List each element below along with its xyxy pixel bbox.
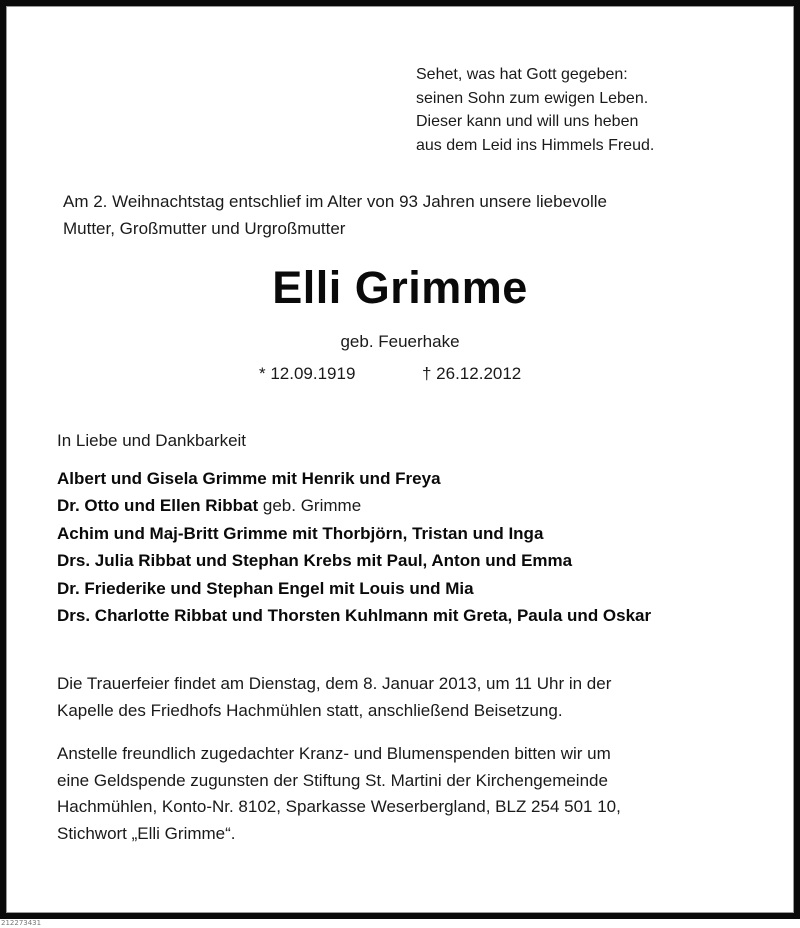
intro-line: Am 2. Weihnachtstag entschlief im Alter von 93 Jahren unsere liebevolle: [63, 192, 607, 211]
donation-line: eine Geldspende zugunsten der Stiftung St. Martini der Kirchengemeinde: [57, 770, 608, 790]
deceased-name: Elli Grimme: [272, 262, 528, 313]
donation-line: Anstelle freundlich zugedachter Kranz- und Blumenspenden bitten wir um: [57, 744, 611, 763]
family-member-name: Albert und Gisela Grimme mit Henrik und Freya: [57, 469, 441, 488]
ad-code: 212273431: [1, 919, 42, 927]
intro-line: Mutter, Großmutter und Urgroßmutter: [63, 219, 346, 238]
family-member: [57, 465, 651, 492]
thanks-line: In Liebe und Dankbarkeit: [57, 431, 247, 450]
family-member-name: Drs. Charlotte Ribbat und Thorsten Kuhlmann mit Greta, Paula und Oskar: [57, 606, 652, 626]
donation-info: [57, 741, 621, 847]
family-member: [57, 575, 651, 602]
family-member-name: Achim und Maj-Britt Grimme mit Thorbjörn, Tristan und Inga: [57, 523, 544, 543]
family-member-suffix: geb. Grimme: [258, 496, 362, 516]
family-member: [57, 602, 651, 629]
birth-date: * 12.09.1919: [259, 364, 356, 383]
verse-line: seinen Sohn zum ewigen Leben.: [416, 89, 649, 107]
family-member: [57, 520, 651, 547]
donation-line: Stichwort „Elli Grimme“.: [57, 823, 236, 843]
donation-line: Hachmühlen, Konto-Nr. 8102, Sparkasse Weserbergland, BLZ 254 501 10,: [57, 797, 621, 816]
family-member-name: Dr. Otto und Ellen Ribbat: [57, 496, 259, 516]
bible-verse: [416, 63, 654, 157]
intro-text: [63, 188, 607, 242]
death-date: † 26.12.2012: [422, 364, 522, 383]
family-member-name: Drs. Julia Ribbat und Stephan Krebs mit Paul, Anton und Emma: [57, 551, 573, 571]
family-member: [57, 492, 651, 519]
funeral-line: Kapelle des Friedhofs Hachmühlen statt, anschließend Beisetzung.: [57, 700, 563, 720]
family-member-name: Dr. Friederike und Stephan Engel mit Louis und Mia: [57, 578, 474, 598]
maiden-name: geb. Feuerhake: [340, 332, 460, 351]
verse-line: aus dem Leid ins Himmels Freud.: [416, 136, 655, 154]
verse-line: Sehet, was hat Gott gegeben:: [416, 66, 628, 83]
verse-line: Dieser kann und will uns heben: [416, 113, 639, 130]
funeral-line: Die Trauerfeier findet am Dienstag, dem 8. Januar 2013, um 11 Uhr in der: [57, 674, 612, 693]
family-list: [57, 465, 651, 629]
family-member: [57, 547, 651, 574]
funeral-info: [57, 671, 611, 724]
